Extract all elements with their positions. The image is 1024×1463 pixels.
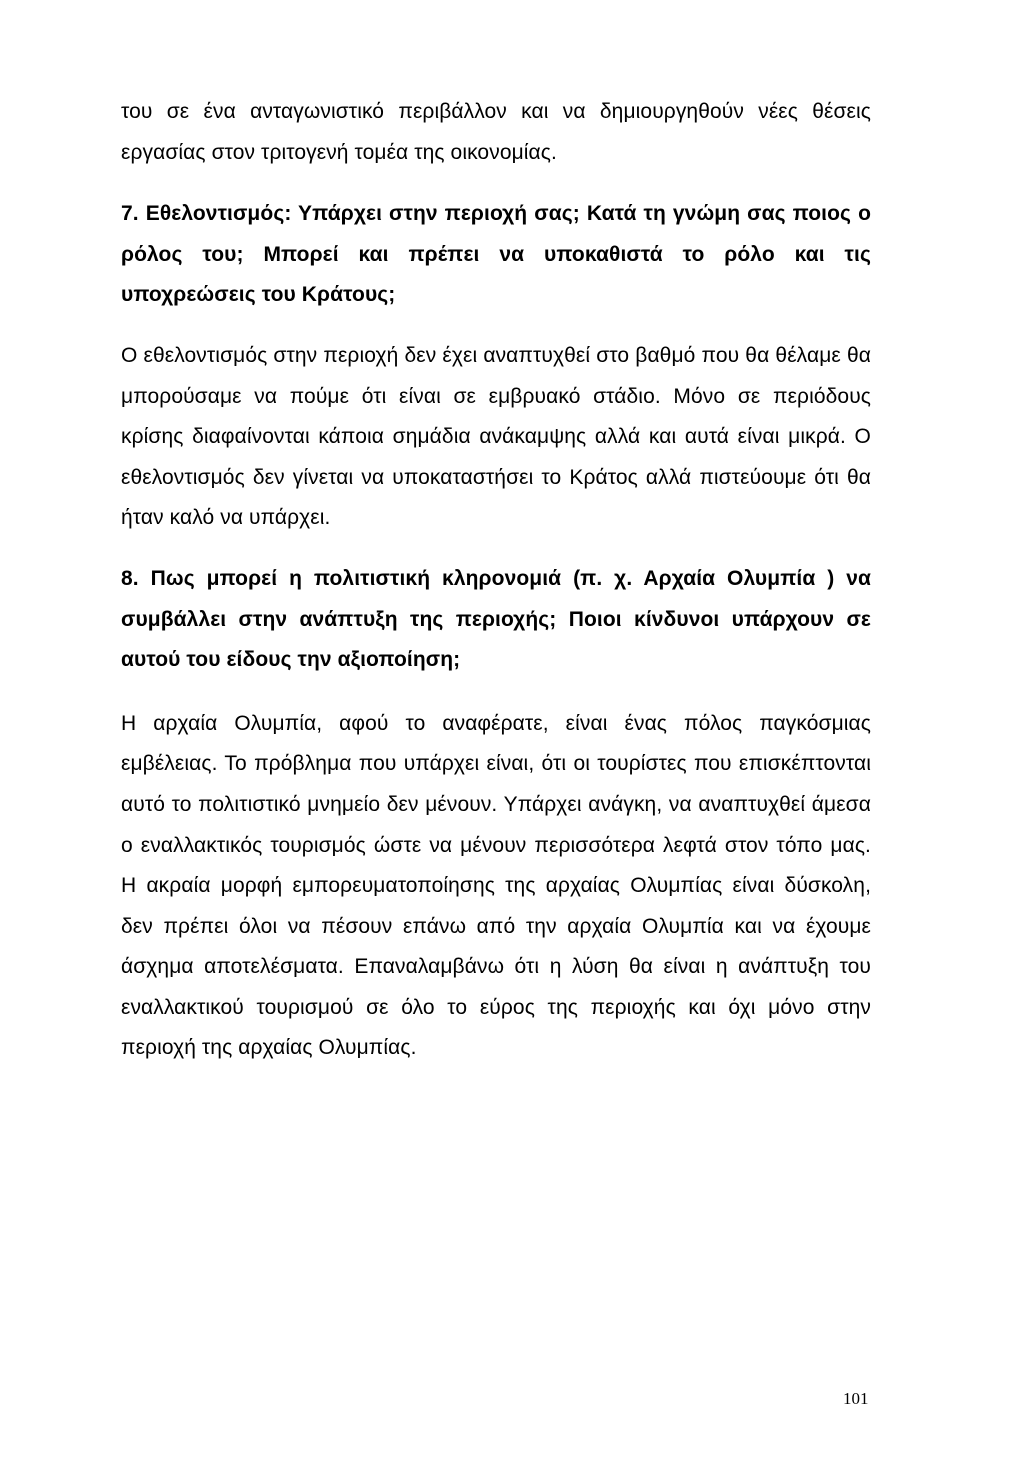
question-8: 8. Πως μπορεί η πολιτιστική κληρονομιά (π. χ. Αρχαία Ολυμπία ) να συμβάλλει στην ανάπτυξη της περιοχής; Ποιοι κίνδυνοι υπάρχουν σε αυτού του είδους την αξιοποίηση;	[121, 566, 871, 672]
paragraph-gap	[121, 539, 871, 559]
page-number: 101	[843, 1389, 869, 1408]
answer-7: Ο εθελοντισμός στην περιοχή δεν έχει αναπτυχθεί στο βαθμό που θα θέλαμε θα μπορούσαμε να πούμε ότι είναι σε εμβρυακό στάδιο. Μόνο σε περιόδους κρίσης διαφαίνονται κάποια σημάδια ανάκαμψης αλλά και αυτά είναι μικρά. Ο εθελοντισμός δεν γίνεται να υποκαταστήσει το Κράτος αλλά πιστεύουμε ότι θα ήταν καλό να υπάρχει.	[121, 343, 871, 530]
paragraph-gap	[121, 173, 871, 194]
answer-8: Η αρχαία Ολυμπία, αφού το αναφέρατε, είναι ένας πόλος παγκόσμιας εμβέλειας. Το πρόβλημα που υπάρχει είναι, ότι οι τουρίστες που επισκέπτονται αυτό το πολιτιστικό μνημείο δεν μένουν. Υπάρχει ανάγκη, να αναπτυχθεί άμεσα ο εναλλακτικός τουρισμός ώστε να μένουν περισσότερα λεφτά στον τόπο μας. Η ακραία μορφή εμπορευματοποίησης της αρχαίας Ολυμπίας είναι δύσκολη, δεν πρέπει όλοι να πέσουν επάνω από την αρχαία Ολυμπία και να έχουμε άσχημα αποτελέσματα. Επαναλαμβάνω ότι η λύση θα είναι η ανάπτυξη του εναλλακτικού τουρισμού σε όλο το εύρος της περιοχής και όχι μόνο στην περιοχή της αρχαίας Ολυμπίας.	[121, 711, 871, 1060]
document-page	[121, 92, 871, 1069]
question-7: 7. Εθελοντισμός: Υπάρχει στην περιοχή σας; Κατά τη γνώμη σας ποιος ο ρόλος του; Μπορεί και πρέπει να υποκαθιστά το ρόλο και τις υποχρεώσεις του Κράτους;	[121, 202, 871, 307]
paragraph-gap	[121, 681, 871, 704]
paragraph-gap	[121, 316, 871, 336]
paragraph-answer-6-continuation: του σε ένα ανταγωνιστικό περιβάλλον και να δημιουργηθούν νέες θέσεις εργασίας στον τριτογενή τομέα της οικονομίας.	[121, 100, 871, 164]
